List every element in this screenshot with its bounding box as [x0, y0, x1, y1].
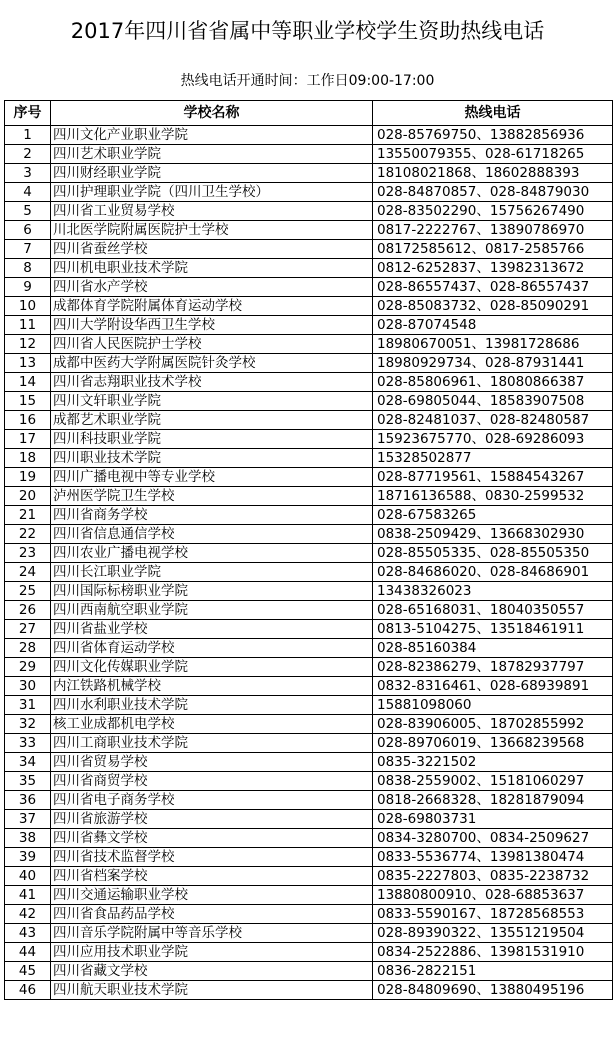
- school-name-cell: 四川省蚕丝学校: [51, 240, 373, 259]
- school-name-cell: 成都体育学院附属体育运动学校: [51, 297, 373, 316]
- school-name-cell: 四川省藏文学校: [51, 962, 373, 981]
- serial-number-cell: 18: [5, 449, 51, 468]
- school-name-cell: 四川文化产业职业学院: [51, 126, 373, 145]
- hotline-cell: 18716136588、0830-2599532: [373, 487, 613, 506]
- table-row: [5, 449, 613, 468]
- table-row: [5, 696, 613, 715]
- school-name-cell: 四川财经职业学院: [51, 164, 373, 183]
- serial-number-cell: 32: [5, 715, 51, 734]
- hotline-cell: 13438326023: [373, 582, 613, 601]
- school-name-cell: 四川省志翔职业技术学校: [51, 373, 373, 392]
- hotline-hours: 热线电话开通时间：工作日09:00-17:00: [180, 73, 435, 89]
- school-name-cell: 四川农业广播电视学校: [51, 544, 373, 563]
- table-row: [5, 677, 613, 696]
- table-row: [5, 430, 613, 449]
- table-row: [5, 943, 613, 962]
- table-row: [5, 506, 613, 525]
- serial-number-cell: 11: [5, 316, 51, 335]
- serial-number-cell: 30: [5, 677, 51, 696]
- hotline-cell: 028-67583265: [373, 506, 613, 525]
- school-name-cell: 四川省人民医院护士学校: [51, 335, 373, 354]
- hotline-cell: 0838-2509429、13668302930: [373, 525, 613, 544]
- table-row: [5, 335, 613, 354]
- table-row: [5, 848, 613, 867]
- serial-number-cell: 40: [5, 867, 51, 886]
- serial-number-cell: 24: [5, 563, 51, 582]
- school-name-cell: 四川应用技术职业学院: [51, 943, 373, 962]
- hotline-cell: 028-89390322、13551219504: [373, 924, 613, 943]
- table-row: [5, 810, 613, 829]
- serial-number-cell: 4: [5, 183, 51, 202]
- header-school-name: 学校名称: [51, 101, 373, 126]
- table-row: [5, 620, 613, 639]
- serial-number-cell: 8: [5, 259, 51, 278]
- school-name-cell: 四川科技职业学院: [51, 430, 373, 449]
- hotline-cell: 0833-5590167、18728568553: [373, 905, 613, 924]
- hotline-cell: 028-85769750、13882856936: [373, 126, 613, 145]
- table-row: [5, 468, 613, 487]
- table-row: [5, 962, 613, 981]
- serial-number-cell: 19: [5, 468, 51, 487]
- serial-number-cell: 17: [5, 430, 51, 449]
- serial-number-cell: 16: [5, 411, 51, 430]
- school-name-cell: 成都艺术职业学院: [51, 411, 373, 430]
- hotline-cell: 028-65168031、18040350557: [373, 601, 613, 620]
- serial-number-cell: 3: [5, 164, 51, 183]
- serial-number-cell: 43: [5, 924, 51, 943]
- serial-number-cell: 9: [5, 278, 51, 297]
- hotline-cell: 028-87719561、15884543267: [373, 468, 613, 487]
- hotline-cell: 028-84686020、028-84686901: [373, 563, 613, 582]
- school-name-cell: 四川广播电视中等专业学校: [51, 468, 373, 487]
- serial-number-cell: 27: [5, 620, 51, 639]
- school-name-cell: 四川省工业贸易学校: [51, 202, 373, 221]
- hotline-cell: 0834-3280700、0834-2509627: [373, 829, 613, 848]
- hotline-cell: 0817-2222767、13890786970: [373, 221, 613, 240]
- hotline-cell: 028-84870857、028-84879030: [373, 183, 613, 202]
- hotline-cell: 0838-2559002、15181060297: [373, 772, 613, 791]
- serial-number-cell: 38: [5, 829, 51, 848]
- table-row: [5, 221, 613, 240]
- serial-number-cell: 41: [5, 886, 51, 905]
- table-row: [5, 791, 613, 810]
- school-name-cell: 四川省电子商务学校: [51, 791, 373, 810]
- hotline-cell: 18980929734、028-87931441: [373, 354, 613, 373]
- table-row: [5, 582, 613, 601]
- table-row: [5, 392, 613, 411]
- header-hotline: 热线电话: [373, 101, 613, 126]
- hotline-cell: 0812-6252837、13982313672: [373, 259, 613, 278]
- hotline-cell: 0833-5536774、13981380474: [373, 848, 613, 867]
- table-row: [5, 145, 613, 164]
- table-header-row: [5, 101, 613, 126]
- table-row: [5, 297, 613, 316]
- table-row: [5, 924, 613, 943]
- header-serial-number: 序号: [5, 101, 51, 126]
- school-name-cell: 四川长江职业学院: [51, 563, 373, 582]
- hotline-table: [4, 100, 613, 1000]
- serial-number-cell: 46: [5, 981, 51, 1000]
- school-name-cell: 四川西南航空职业学院: [51, 601, 373, 620]
- serial-number-cell: 21: [5, 506, 51, 525]
- serial-number-cell: 13: [5, 354, 51, 373]
- table-row: [5, 601, 613, 620]
- table-row: [5, 981, 613, 1000]
- hotline-cell: 08172585612、0817-2585766: [373, 240, 613, 259]
- page-title: 2017年四川省省属中等职业学校学生资助热线电话: [70, 19, 545, 43]
- school-name-cell: 四川省商贸学校: [51, 772, 373, 791]
- table-row: [5, 734, 613, 753]
- hotline-cell: 028-89706019、13668239568: [373, 734, 613, 753]
- school-name-cell: 泸州医学院卫生学校: [51, 487, 373, 506]
- school-name-cell: 四川工商职业技术学院: [51, 734, 373, 753]
- hotline-cell: 028-83906005、18702855992: [373, 715, 613, 734]
- hotline-cell: 15923675770、028-69286093: [373, 430, 613, 449]
- hotline-cell: 028-82386279、18782937797: [373, 658, 613, 677]
- school-name-cell: 四川职业技术学院: [51, 449, 373, 468]
- table-row: [5, 316, 613, 335]
- serial-number-cell: 25: [5, 582, 51, 601]
- table-row: [5, 886, 613, 905]
- serial-number-cell: 35: [5, 772, 51, 791]
- serial-number-cell: 20: [5, 487, 51, 506]
- school-name-cell: 四川省体育运动学校: [51, 639, 373, 658]
- serial-number-cell: 12: [5, 335, 51, 354]
- table-row: [5, 658, 613, 677]
- school-name-cell: 四川省信息通信学校: [51, 525, 373, 544]
- table-row: [5, 829, 613, 848]
- school-name-cell: 四川文化传媒职业学院: [51, 658, 373, 677]
- table-row: [5, 202, 613, 221]
- table-row: [5, 715, 613, 734]
- table-row: [5, 525, 613, 544]
- hotline-cell: 15881098060: [373, 696, 613, 715]
- school-name-cell: 四川水利职业技术学院: [51, 696, 373, 715]
- table-row: [5, 563, 613, 582]
- table-row: [5, 278, 613, 297]
- serial-number-cell: 23: [5, 544, 51, 563]
- serial-number-cell: 1: [5, 126, 51, 145]
- hotline-cell: 0818-2668328、18281879094: [373, 791, 613, 810]
- table-row: [5, 373, 613, 392]
- hotline-cell: 028-83502290、15756267490: [373, 202, 613, 221]
- hotline-cell: 15328502877: [373, 449, 613, 468]
- school-name-cell: 成都中医药大学附属医院针灸学校: [51, 354, 373, 373]
- hotline-cell: 028-69805044、18583907508: [373, 392, 613, 411]
- serial-number-cell: 34: [5, 753, 51, 772]
- school-name-cell: 四川国际标榜职业学院: [51, 582, 373, 601]
- hotline-cell: 028-82481037、028-82480587: [373, 411, 613, 430]
- hotline-cell: 0835-2227803、0835-2238732: [373, 867, 613, 886]
- school-name-cell: 四川交通运输职业学校: [51, 886, 373, 905]
- serial-number-cell: 37: [5, 810, 51, 829]
- hotline-cell: 0834-2522886、13981531910: [373, 943, 613, 962]
- school-name-cell: 四川省贸易学校: [51, 753, 373, 772]
- serial-number-cell: 15: [5, 392, 51, 411]
- serial-number-cell: 33: [5, 734, 51, 753]
- serial-number-cell: 44: [5, 943, 51, 962]
- hotline-cell: 0832-8316461、028-68939891: [373, 677, 613, 696]
- table-row: [5, 164, 613, 183]
- table-row: [5, 126, 613, 145]
- serial-number-cell: 22: [5, 525, 51, 544]
- hotline-cell: 028-85083732、028-85090291: [373, 297, 613, 316]
- hotline-cell: 028-85806961、18080866387: [373, 373, 613, 392]
- serial-number-cell: 14: [5, 373, 51, 392]
- serial-number-cell: 5: [5, 202, 51, 221]
- serial-number-cell: 6: [5, 221, 51, 240]
- table-row: [5, 411, 613, 430]
- table-row: [5, 354, 613, 373]
- hotline-cell: 0836-2822151: [373, 962, 613, 981]
- school-name-cell: 四川省彝文学校: [51, 829, 373, 848]
- school-name-cell: 四川机电职业技术学院: [51, 259, 373, 278]
- serial-number-cell: 36: [5, 791, 51, 810]
- school-name-cell: 四川省技术监督学校: [51, 848, 373, 867]
- hotline-cell: 0835-3221502: [373, 753, 613, 772]
- school-name-cell: 四川省水产学校: [51, 278, 373, 297]
- school-name-cell: 四川音乐学院附属中等音乐学校: [51, 924, 373, 943]
- school-name-cell: 四川省商务学校: [51, 506, 373, 525]
- serial-number-cell: 10: [5, 297, 51, 316]
- table-row: [5, 544, 613, 563]
- hotline-cell: 18108021868、18602888393: [373, 164, 613, 183]
- serial-number-cell: 31: [5, 696, 51, 715]
- school-name-cell: 内江铁路机械学校: [51, 677, 373, 696]
- school-name-cell: 四川省食品药品学校: [51, 905, 373, 924]
- hotline-cell: 13550079355、028-61718265: [373, 145, 613, 164]
- school-name-cell: 四川省档案学校: [51, 867, 373, 886]
- hotline-cell: 0813-5104275、13518461911: [373, 620, 613, 639]
- serial-number-cell: 26: [5, 601, 51, 620]
- table-row: [5, 487, 613, 506]
- hotline-cell: 028-85160384: [373, 639, 613, 658]
- table-row: [5, 772, 613, 791]
- hotline-cell: 028-85505335、028-85505350: [373, 544, 613, 563]
- school-name-cell: 四川航天职业技术学院: [51, 981, 373, 1000]
- hotline-cell: 028-69803731: [373, 810, 613, 829]
- table-row: [5, 259, 613, 278]
- table-body: [5, 126, 613, 1000]
- table-row: [5, 867, 613, 886]
- hotline-cell: 028-84809690、13880495196: [373, 981, 613, 1000]
- school-name-cell: 四川护理职业学院（四川卫生学校）: [51, 183, 373, 202]
- hotline-cell: 13880800910、028-68853637: [373, 886, 613, 905]
- school-name-cell: 四川艺术职业学院: [51, 145, 373, 164]
- school-name-cell: 核工业成都机电学校: [51, 715, 373, 734]
- hotline-cell: 18980670051、13981728686: [373, 335, 613, 354]
- table-row: [5, 905, 613, 924]
- school-name-cell: 四川省盐业学校: [51, 620, 373, 639]
- serial-number-cell: 29: [5, 658, 51, 677]
- school-name-cell: 川北医学院附属医院护士学校: [51, 221, 373, 240]
- serial-number-cell: 39: [5, 848, 51, 867]
- table-row: [5, 240, 613, 259]
- hotline-cell: 028-86557437、028-86557437: [373, 278, 613, 297]
- serial-number-cell: 2: [5, 145, 51, 164]
- school-name-cell: 四川大学附设华西卫生学校: [51, 316, 373, 335]
- serial-number-cell: 42: [5, 905, 51, 924]
- school-name-cell: 四川文轩职业学院: [51, 392, 373, 411]
- table-row: [5, 753, 613, 772]
- serial-number-cell: 7: [5, 240, 51, 259]
- hotline-cell: 028-87074548: [373, 316, 613, 335]
- table-row: [5, 183, 613, 202]
- table-row: [5, 639, 613, 658]
- serial-number-cell: 28: [5, 639, 51, 658]
- school-name-cell: 四川省旅游学校: [51, 810, 373, 829]
- serial-number-cell: 45: [5, 962, 51, 981]
